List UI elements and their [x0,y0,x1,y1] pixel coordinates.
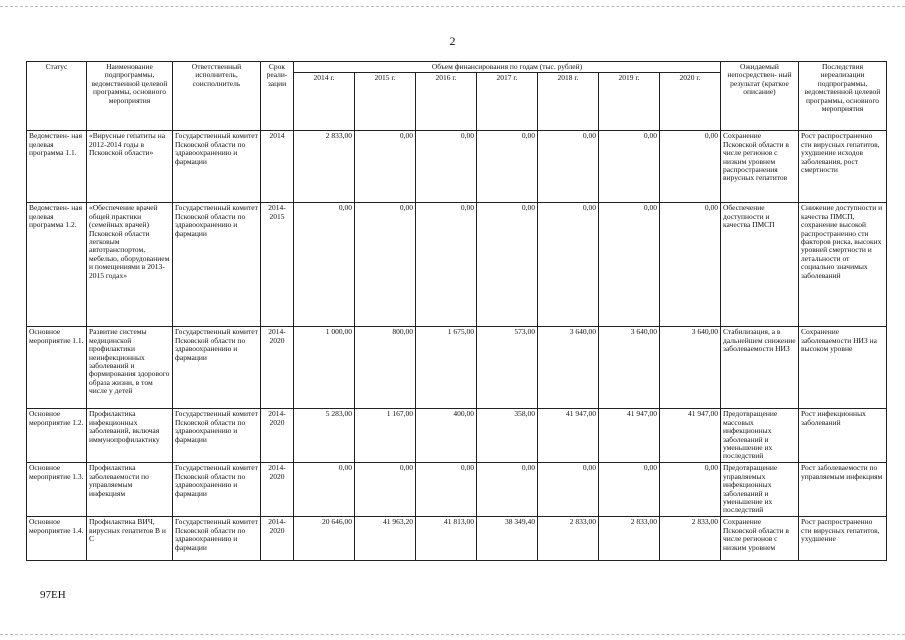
col-status-header: Статус [27,62,87,131]
value-cell: 41 963,20 [355,517,416,561]
value-cell: 0,00 [599,203,660,327]
funding-table [26,61,887,561]
value-cell: 20 646,00 [294,517,355,561]
table-row [27,463,887,517]
top-scan-edge [0,6,905,7]
status-cell: Основное мероприятие 1.1. [27,327,87,409]
responsible-cell: Государственный комитет Псковской области по здравоохранению и фармации [173,463,261,517]
name-cell: Профилактика инфекционных заболеваний, включая иммунопрофилактику [87,409,173,463]
value-cell: 41 947,00 [599,409,660,463]
value-cell: 2 833,00 [294,131,355,203]
col-term-header: Срок реали- зации [261,62,294,131]
value-cell: 400,00 [416,409,477,463]
name-cell: Развитие системы медицинской профилактики неинфекционных заболеваний и формирования здорового образа жизни, в том числе у детей [87,327,173,409]
col-consequences-header: Последствия нереализации подпрограммы, ведомственной целевой программы, основного мероприятия [799,62,887,131]
col-responsible-header: Ответственный исполнитель, соисполнитель [173,62,261,131]
year-header: 2017 г. [477,73,538,131]
status-cell: Основное мероприятие 1.2. [27,409,87,463]
consequences-cell: Рост распространенно сти вирусных гепатитов, ухудшение [799,517,887,561]
name-cell: Профилактика заболеваемости по управляемым инфекциям [87,463,173,517]
page-number: 2 [449,34,456,48]
expected-cell: Сохранение Псковской области в числе регионов с низким уровнем [721,517,799,561]
term-cell: 2014- 2015 [261,203,294,327]
year-header: 2019 г. [599,73,660,131]
responsible-cell: Государственный комитет Псковской области по здравоохранению и фармации [173,517,261,561]
value-cell: 1 675,00 [416,327,477,409]
value-cell: 0,00 [660,203,721,327]
consequences-cell: Рост заболеваемости по управляемым инфекциям [799,463,887,517]
value-cell: 2 833,00 [660,517,721,561]
bottom-scan-edge [0,634,905,635]
table-row [27,203,887,327]
consequences-cell: Рост инфекционных заболеваний [799,409,887,463]
expected-cell: Обеспечение доступности и качества ПМСП [721,203,799,327]
consequences-cell: Рост распространенно сти вирусных гепатитов, ухудшение исходов заболевания, рост смертности [799,131,887,203]
term-cell: 2014 [261,131,294,203]
year-header: 2015 г. [355,73,416,131]
term-cell: 2014- 2020 [261,409,294,463]
value-cell: 2 833,00 [599,517,660,561]
year-header: 2014 г. [294,73,355,131]
name-cell: «Обеспечение врачей общей практики (семейных врачей) Псковской области легковым автотранспортом, мебелью, оборудованием и помещениями в 2013-2015 годах» [87,203,173,327]
value-cell: 0,00 [477,463,538,517]
responsible-cell: Государственный комитет Псковской области по здравоохранению и фармации [173,203,261,327]
value-cell: 0,00 [538,463,599,517]
consequences-cell: Сохранение заболеваемости НИЗ на высоком уровне [799,327,887,409]
value-cell: 41 813,00 [416,517,477,561]
responsible-cell: Государственный комитет Псковской области по здравоохранению и фармации [173,327,261,409]
col-funding-header: Объем финансирования по годам (тыс. рублей) [294,62,721,73]
status-cell: Основное мероприятие 1.3. [27,463,87,517]
value-cell: 41 947,00 [660,409,721,463]
expected-cell: Предотвращение массовых инфекционных заболеваний и уменьшение их последствий [721,409,799,463]
status-cell: Основное мероприятие 1.4. [27,517,87,561]
table-row [27,327,887,409]
value-cell: 0,00 [416,463,477,517]
value-cell: 3 640,00 [599,327,660,409]
expected-cell: Предотвращение управляемых инфекционных заболеваний и уменьшение их последствий [721,463,799,517]
value-cell: 0,00 [477,203,538,327]
responsible-cell: Государственный комитет Псковской области по здравоохранению и фармации [173,131,261,203]
value-cell: 0,00 [599,463,660,517]
term-cell: 2014- 2020 [261,327,294,409]
consequences-cell: Снижение доступности и качества ПМСП, сохранение высокой распространенно сти факторов риска, высоких уровней смертности и летальности от социально значимых заболеваний [799,203,887,327]
year-header: 2016 г. [416,73,477,131]
responsible-cell: Государственный комитет Псковской области по здравоохранению и фармации [173,409,261,463]
status-cell: Ведомствен- ная целевая программа 1.2. [27,203,87,327]
header-row [27,62,887,73]
status-cell: Ведомствен- ная целевая программа 1.1. [27,131,87,203]
expected-cell: Сохранение Псковской области в числе регионов с низким уровнем распространения вирусных гепатитов [721,131,799,203]
value-cell: 0,00 [416,203,477,327]
value-cell: 0,00 [355,463,416,517]
term-cell: 2014- 2020 [261,463,294,517]
value-cell: 0,00 [355,131,416,203]
value-cell: 0,00 [538,131,599,203]
value-cell: 0,00 [477,131,538,203]
value-cell: 0,00 [599,131,660,203]
value-cell: 573,00 [477,327,538,409]
value-cell: 0,00 [660,131,721,203]
value-cell: 41 947,00 [538,409,599,463]
col-expected-header: Ожидаемый непосредствен- ный результат (краткое описание) [721,62,799,131]
name-cell: «Вирусные гепатиты на 2012-2014 годы в Псковской области» [87,131,173,203]
value-cell: 1 000,00 [294,327,355,409]
year-header: 2020 г. [660,73,721,131]
value-cell: 3 640,00 [660,327,721,409]
year-header: 2018 г. [538,73,599,131]
value-cell: 800,00 [355,327,416,409]
value-cell: 3 640,00 [538,327,599,409]
value-cell: 358,00 [477,409,538,463]
table-row [27,131,887,203]
value-cell: 38 349,40 [477,517,538,561]
value-cell: 0,00 [294,203,355,327]
value-cell: 0,00 [355,203,416,327]
value-cell: 5 283,00 [294,409,355,463]
expected-cell: Стабилизация, а в дальнейшем снижение заболеваемости НИЗ [721,327,799,409]
value-cell: 0,00 [660,463,721,517]
value-cell: 0,00 [294,463,355,517]
table-row [27,517,887,561]
document-stamp: 97EH [40,589,66,601]
value-cell: 0,00 [538,203,599,327]
value-cell: 0,00 [416,131,477,203]
table-row [27,409,887,463]
term-cell: 2014- 2020 [261,517,294,561]
name-cell: Профилактика ВИЧ, вирусных гепатитов В и С [87,517,173,561]
value-cell: 1 167,00 [355,409,416,463]
col-name-header: Наименование подпрограммы, ведомственной целевой программы, основного мероприятия [87,62,173,131]
value-cell: 2 833,00 [538,517,599,561]
